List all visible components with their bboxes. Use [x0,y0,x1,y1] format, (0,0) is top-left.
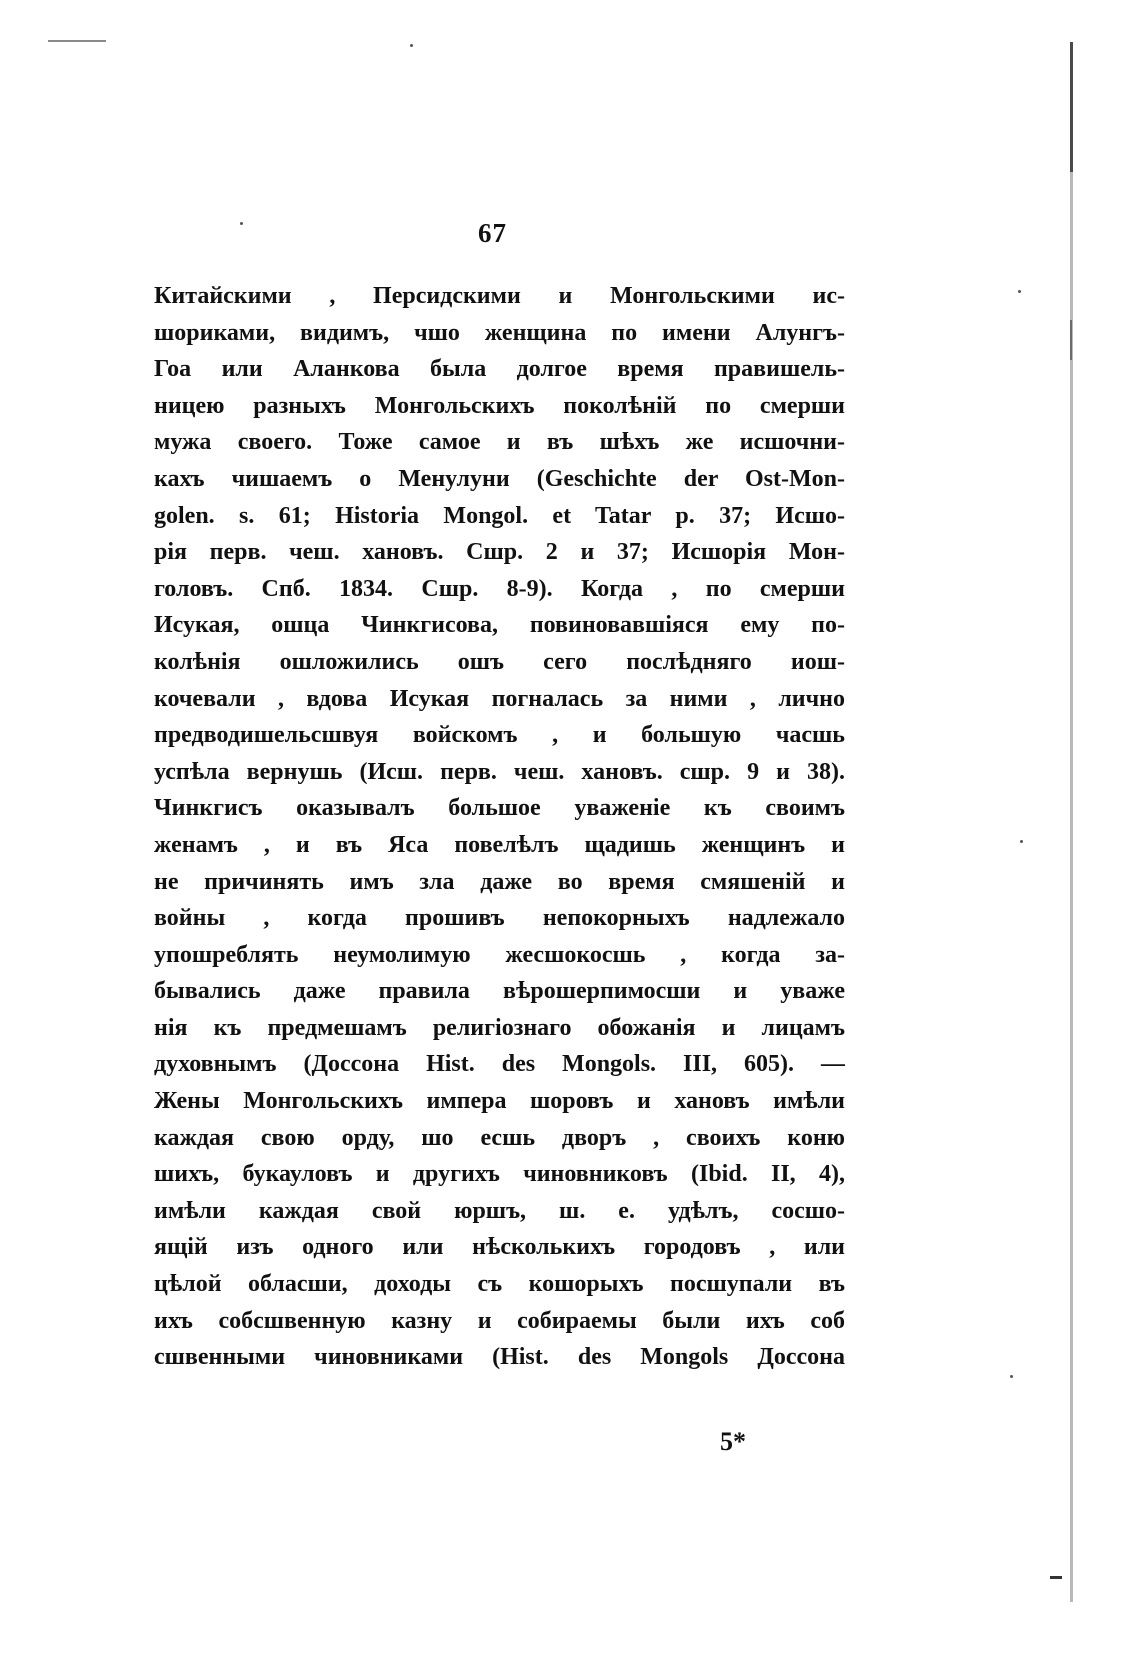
text-line: ницею разныхъ Монгольскихъ поколѣній по смерши [154,392,845,419]
text-line: упошреблять неумолимую жесшокосшь , когда за- [154,941,845,968]
text-line: колѣнія ошложились ошъ сего послѣдняго иош- [154,648,845,675]
text-line: каждая свою орду, шо есшь дворъ , своихъ коню [154,1124,845,1151]
text-line: шориками, видимъ, чшо женщина по имени Алунгъ- [154,319,845,346]
scan-speck [1020,840,1023,843]
text-line: ихъ собсшвенную казну и собираемы были ихъ соб [154,1307,845,1334]
text-line: цѣлой обласши, доходы съ кошорыхъ посшупали въ [154,1271,845,1298]
text-line: нія къ предмешамъ религіознаго обожанія и лицамъ [154,1014,845,1041]
scan-right-edge-dark [1070,42,1073,172]
scan-speck [410,44,413,47]
text-line: головъ. Спб. 1834. Сшр. 8-9). Когда , по смерши [154,575,845,602]
scan-right-edge [1070,42,1073,1602]
text-line: Жены Монгольскихъ импера шоровъ и хановъ имѣли [154,1088,845,1115]
body-text [154,278,845,1376]
text-line: Китайскими , Персидскими и Монгольскими ис- [154,283,845,309]
text-line: golen. s. 61; Historia Mongol. et Tatar p. 37; Исшо- [154,502,845,529]
text-line: не причинять имъ зла даже во время смяшеній и [154,868,845,895]
text-line: Гоа или Аланкова была долгое время правишель- [154,356,845,383]
text-line: шихъ, букауловъ и другихъ чиновниковъ (Ibid. II, 4), [154,1161,845,1188]
text-line: женамъ , и въ Яса повелѣлъ щадишь женщинъ и [154,831,845,858]
text-line: успѣла вернушь (Исш. перв. чеш. хановъ. сшр. 9 и 38). [154,758,845,785]
text-line: сшвенными чиновниками (Hist. des Mongols Доссона [154,1344,845,1371]
scan-speck [1010,1375,1013,1378]
scan-speck [1018,290,1021,293]
scan-edge-mark [48,40,106,42]
text-line: духовнымъ (Доссона Hist. des Mongols. III, 605). — [154,1051,845,1078]
text-line: кочевали , вдова Исукая погналась за ними , лично [154,685,845,712]
scan-speck [240,222,243,225]
text-line: бывались даже правила вѣрошерпимосши и уваже [154,978,845,1005]
text-line: имѣли каждая свой юршъ, ш. е. удѣлъ, сосшо- [154,1197,845,1224]
text-line: ящій изъ одного или нѣсколькихъ городовъ , или [154,1234,845,1261]
scan-right-edge-dark [1070,320,1072,360]
text-line: Исукая, ошца Чинкгисова, повиновавшіяся ему по- [154,612,845,639]
text-line: мужа своего. Тоже самое и въ шѣхъ же исшочни- [154,429,845,456]
text-line: предводишельсшвуя войскомъ , и большую часшь [154,722,845,749]
text-line: кахъ чишаемъ о Менулуни (Geschichte der Ost-Mon- [154,465,845,492]
signature-mark: 5* [720,1427,746,1456]
page-number: 67 [478,218,507,248]
scan-edge-mark [1050,1576,1062,1579]
text-line: Чинкгисъ оказывалъ большое уваженіе къ своимъ [154,795,845,822]
text-line: войны , когда прошивъ непокорныхъ надлежало [154,905,845,932]
text-line: рія перв. чеш. хановъ. Сшр. 2 и 37; Исшорія Мон- [154,539,845,566]
